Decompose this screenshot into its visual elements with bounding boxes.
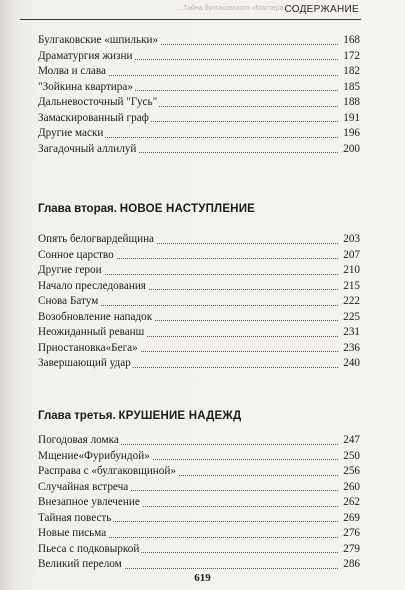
entry-title: Погодовая ломка <box>38 434 119 446</box>
entry-title: Начало преследования <box>38 279 146 292</box>
entry-title: Пьеса с подковыркой <box>38 542 140 555</box>
entry-page: 279 <box>341 542 360 558</box>
toc-entry[interactable] <box>38 542 360 558</box>
toc-chapter-3 <box>38 433 360 573</box>
toc-entry[interactable] <box>38 95 360 111</box>
entry-page: 269 <box>341 511 360 527</box>
entry-title: Случайная встреча <box>38 480 129 493</box>
entry-page: 207 <box>341 248 360 264</box>
chapter-label: Глава вторая. <box>38 203 117 215</box>
entry-page: 203 <box>341 232 360 248</box>
entry-title: Расправа с «булгаковщиной» <box>38 465 176 477</box>
entry-page: 168 <box>341 33 360 49</box>
entry-page: 231 <box>341 325 360 341</box>
toc-entry[interactable] <box>38 433 360 449</box>
toc-entry[interactable] <box>38 80 360 96</box>
toc-entry[interactable] <box>38 248 360 264</box>
chapter-heading[interactable] <box>38 410 241 422</box>
entry-title: Сонное царство <box>38 248 114 261</box>
toc-entry[interactable] <box>38 64 360 80</box>
toc-entry[interactable] <box>38 449 360 465</box>
toc-entry[interactable] <box>38 526 360 542</box>
entry-title: Снова Батум <box>38 295 99 307</box>
entry-page: 225 <box>341 310 360 326</box>
entry-page: 240 <box>341 356 360 372</box>
entry-title: Булгаковские «шпильки» <box>38 34 159 46</box>
toc-entry[interactable] <box>38 279 360 295</box>
entry-title: Новые письма <box>38 527 107 539</box>
toc-entry[interactable] <box>38 464 360 480</box>
entry-title: Возобновление нападок <box>38 310 153 323</box>
toc-entry[interactable] <box>38 111 360 127</box>
chapter-name: КРУШЕНИЕ НАДЕЖД <box>118 410 242 422</box>
entry-page: 188 <box>341 95 360 111</box>
chapter-name: НОВОЕ НАСТУПЛЕНИЕ <box>119 203 256 215</box>
entry-page: 262 <box>341 495 360 511</box>
header-faint-text: …Тайна булгаковского «Мастера…» <box>176 5 295 12</box>
toc-entry[interactable] <box>38 495 360 511</box>
entry-page: 256 <box>341 464 360 480</box>
entry-page: 196 <box>341 126 360 142</box>
entry-page: 222 <box>341 294 360 310</box>
toc-entry[interactable] <box>38 142 360 158</box>
entry-page: 276 <box>341 526 360 542</box>
entry-page: 286 <box>341 557 360 573</box>
entry-page: 210 <box>341 263 360 279</box>
toc-entry[interactable] <box>38 341 360 357</box>
toc-entry[interactable] <box>38 511 360 527</box>
entry-page: 236 <box>341 341 360 357</box>
entry-title: Завершающий удар <box>38 357 131 369</box>
entry-title: Замаскированный граф <box>38 111 149 124</box>
entry-title: Другие маски <box>38 127 104 139</box>
entry-page: 191 <box>341 111 360 127</box>
toc-section-1 <box>38 33 360 157</box>
entry-page: 260 <box>341 480 360 496</box>
header-title: СОДЕРЖАНИЕ <box>284 4 359 15</box>
toc-entry[interactable] <box>38 126 360 142</box>
entry-title: Великий перелом <box>38 558 122 570</box>
entry-title: "Зойкина квартира» <box>38 80 133 93</box>
entry-page: 215 <box>341 279 360 295</box>
running-header <box>0 0 405 30</box>
entry-page: 172 <box>341 49 360 65</box>
toc-entry[interactable] <box>38 49 360 65</box>
entry-page: 185 <box>341 80 360 96</box>
entry-title: Драматургия жизни <box>38 49 133 62</box>
entry-page: 247 <box>341 433 360 449</box>
entry-title: Другие герои <box>38 264 102 276</box>
toc-entry[interactable] <box>38 263 360 279</box>
toc-entry[interactable] <box>38 294 360 310</box>
header-rule <box>20 19 361 20</box>
entry-title: Мщение«Фурибундой» <box>38 449 150 462</box>
toc-chapter-2 <box>38 232 360 372</box>
page-number: 619 <box>194 572 211 584</box>
entry-page: 200 <box>341 142 360 158</box>
entry-title: Внезапное увлечение <box>38 496 140 508</box>
toc-entry[interactable] <box>38 33 360 49</box>
toc-entry[interactable] <box>38 325 360 341</box>
entry-page: 182 <box>341 64 360 80</box>
entry-title: Тайная повесть <box>38 511 112 524</box>
entry-title: Приостановка«Бега» <box>38 341 138 354</box>
entry-title: Загадочный аллилуй <box>38 142 137 155</box>
toc-entry[interactable] <box>38 310 360 326</box>
chapter-label: Глава третья. <box>38 410 116 422</box>
entry-page: 250 <box>341 449 360 465</box>
toc-entry[interactable] <box>38 557 360 573</box>
toc-entry[interactable] <box>38 356 360 372</box>
chapter-heading[interactable] <box>38 203 255 215</box>
toc-entry[interactable] <box>38 480 360 496</box>
entry-title: Дальневосточный "Гусь" <box>38 96 158 108</box>
entry-title: Молва и слава <box>38 65 106 77</box>
entry-title: Опять белогвардейщина <box>38 233 155 245</box>
toc-entry[interactable] <box>38 232 360 248</box>
entry-title: Неожиданный реванш <box>38 326 145 338</box>
